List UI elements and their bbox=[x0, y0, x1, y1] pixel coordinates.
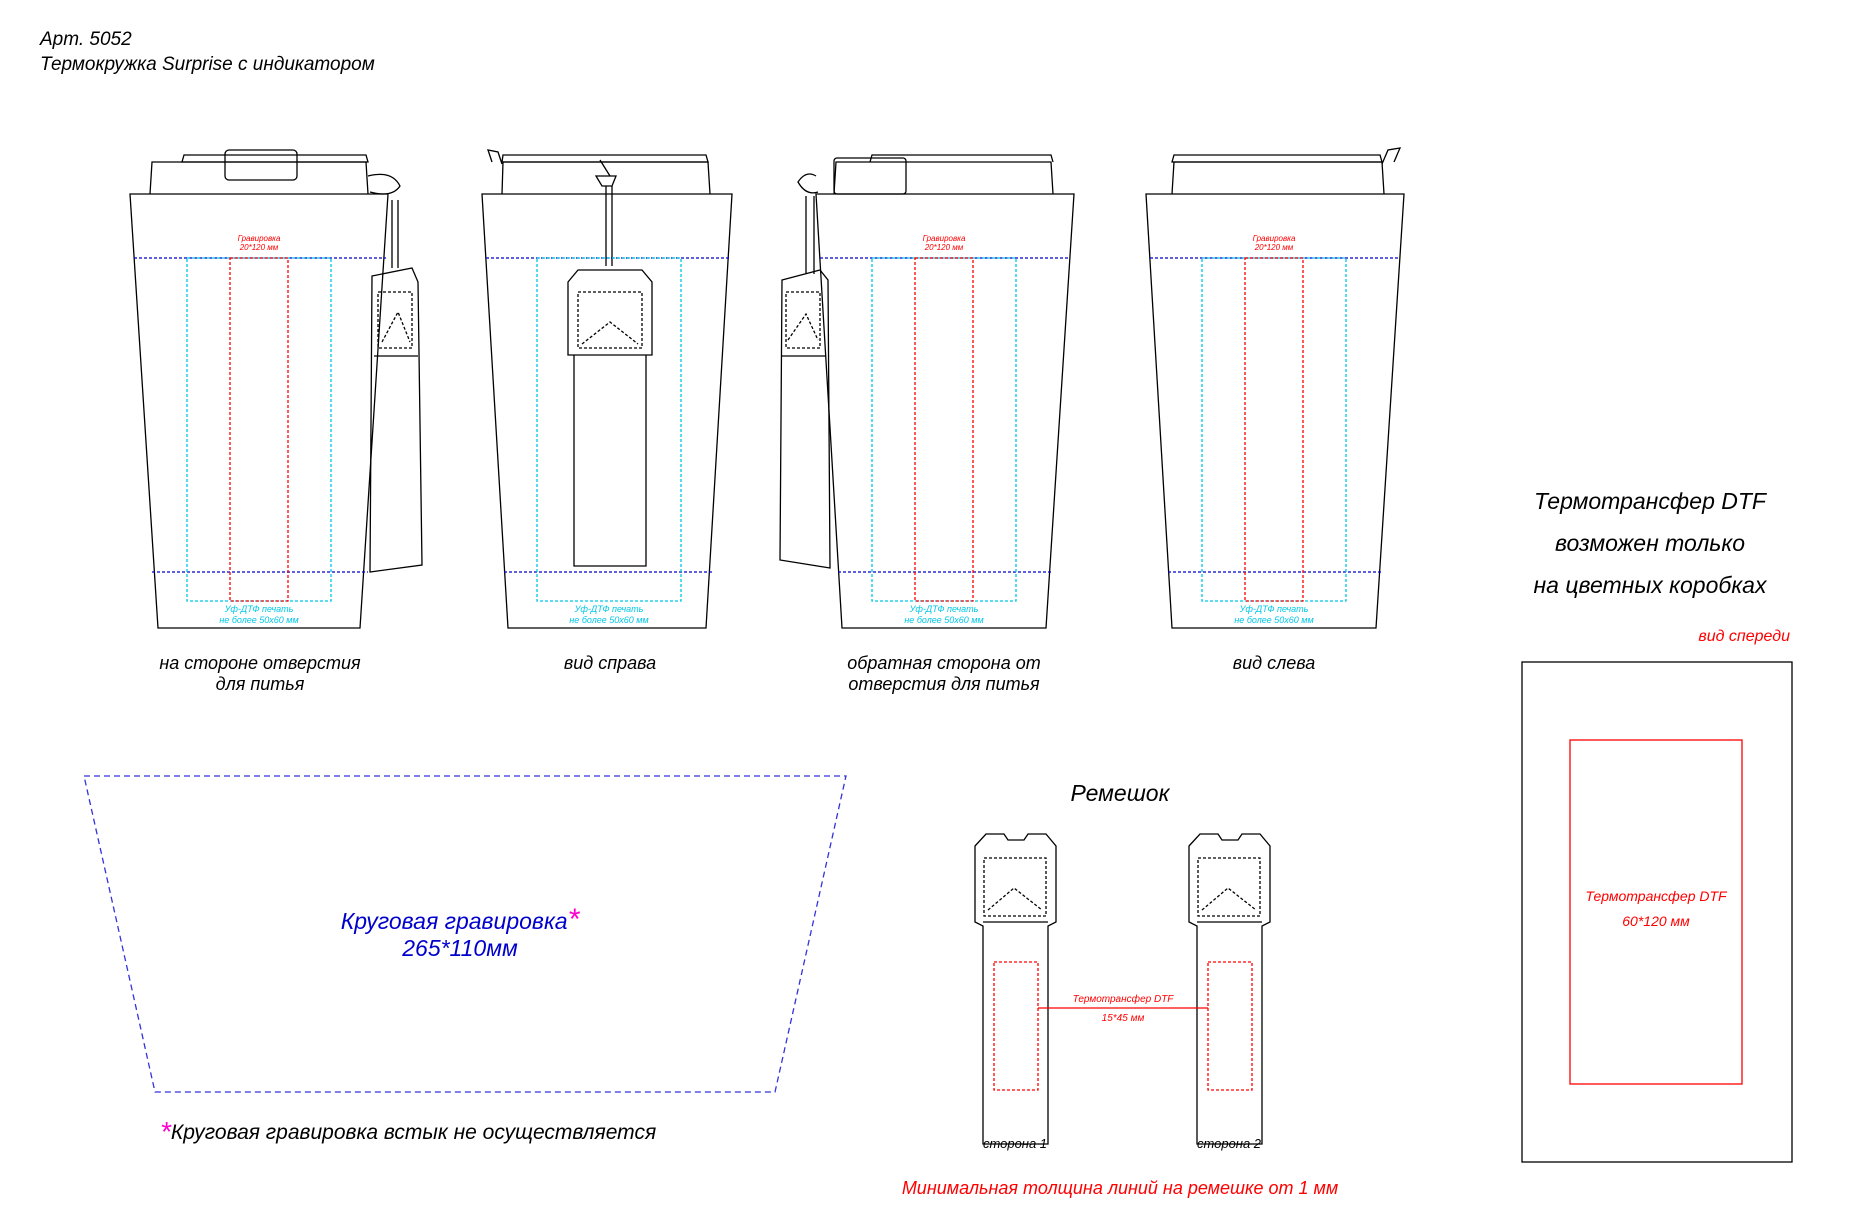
box-dtf-text bbox=[1570, 884, 1742, 934]
box-title-line-2: возможен только bbox=[1554, 530, 1746, 556]
strap-min-line-note: Минимальная толщина линий на ремешке от 1 мм bbox=[901, 1178, 1339, 1198]
product-title: Термокружка Surprise с индикатором bbox=[40, 54, 375, 75]
strap-dtf-label: Термотрансфер DTF bbox=[1072, 994, 1174, 1005]
box-title-line-3: на цветных коробках bbox=[1533, 572, 1767, 598]
strap-title: Ремешок bbox=[1070, 780, 1170, 806]
box-dtf-size: 60*120 мм bbox=[1622, 913, 1690, 929]
cup1-print-label: Уф-ДТФ печать bbox=[224, 604, 294, 614]
cup3-print-label: Уф-ДТФ печать bbox=[909, 604, 979, 614]
circular-engraving-label bbox=[300, 903, 620, 962]
circular-engraving-size: 265*110мм bbox=[402, 935, 518, 961]
cup4-print-size: не более 50х60 мм bbox=[1234, 615, 1314, 625]
circular-engraving-note bbox=[160, 1118, 656, 1147]
zones-cup-1 bbox=[134, 258, 386, 601]
caption-right-view: вид справа bbox=[563, 653, 657, 673]
cup3-engrave-label: Гравировка bbox=[922, 234, 966, 243]
cup1-print-size: не более 50х60 мм bbox=[219, 615, 299, 625]
zones-cup-4 bbox=[1150, 258, 1400, 601]
cup4-engrave-label: Гравировка bbox=[1252, 234, 1296, 243]
cup-view-back-side bbox=[780, 155, 1074, 628]
box-title-line-1: Термотрансфер DTF bbox=[1534, 488, 1766, 514]
cup1-engrave-size: 20*120 мм bbox=[239, 243, 279, 252]
caption-left-view: вид слева bbox=[1232, 653, 1316, 673]
asterisk-icon: * bbox=[567, 903, 580, 936]
note-asterisk-icon: * bbox=[160, 1116, 171, 1147]
cup-view-drinking-side bbox=[130, 150, 422, 628]
strap-side-1-label: сторона 1 bbox=[982, 1136, 1048, 1151]
cup-view-right bbox=[482, 150, 732, 628]
strap-side-2-label: сторона 2 bbox=[1196, 1136, 1262, 1151]
article-number: Арт. 5052 bbox=[40, 29, 132, 50]
strap-side-2 bbox=[1189, 834, 1270, 1144]
caption-back-side: обратная сторона от отверстия для питья bbox=[847, 653, 1041, 694]
cup2-print-size: не более 50х60 мм bbox=[569, 615, 649, 625]
cup3-print-size: не более 50х60 мм bbox=[904, 615, 984, 625]
cup-view-left bbox=[1146, 148, 1404, 628]
cup2-print-label: Уф-ДТФ печать bbox=[574, 604, 644, 614]
strap-dtf-size: 15*45 мм bbox=[1101, 1013, 1145, 1024]
zones-cup-3 bbox=[820, 258, 1070, 601]
caption-drinking-side: на стороне отверстия для питья bbox=[159, 653, 361, 694]
circular-engraving-title: Круговая гравировка bbox=[340, 908, 568, 934]
cup1-engrave-label: Гравировка bbox=[237, 234, 281, 243]
box-view-label: вид спереди bbox=[1698, 628, 1790, 645]
cup4-engrave-size: 20*120 мм bbox=[1254, 243, 1294, 252]
strap-side-1 bbox=[975, 834, 1056, 1144]
box-dtf-label: Термотрансфер DTF bbox=[1585, 888, 1727, 904]
circular-note-text: Круговая гравировка встык не осуществляется bbox=[170, 1121, 657, 1144]
zones-cup-2 bbox=[486, 258, 730, 601]
cup3-engrave-size: 20*120 мм bbox=[924, 243, 964, 252]
cup4-print-label: Уф-ДТФ печать bbox=[1239, 604, 1309, 614]
